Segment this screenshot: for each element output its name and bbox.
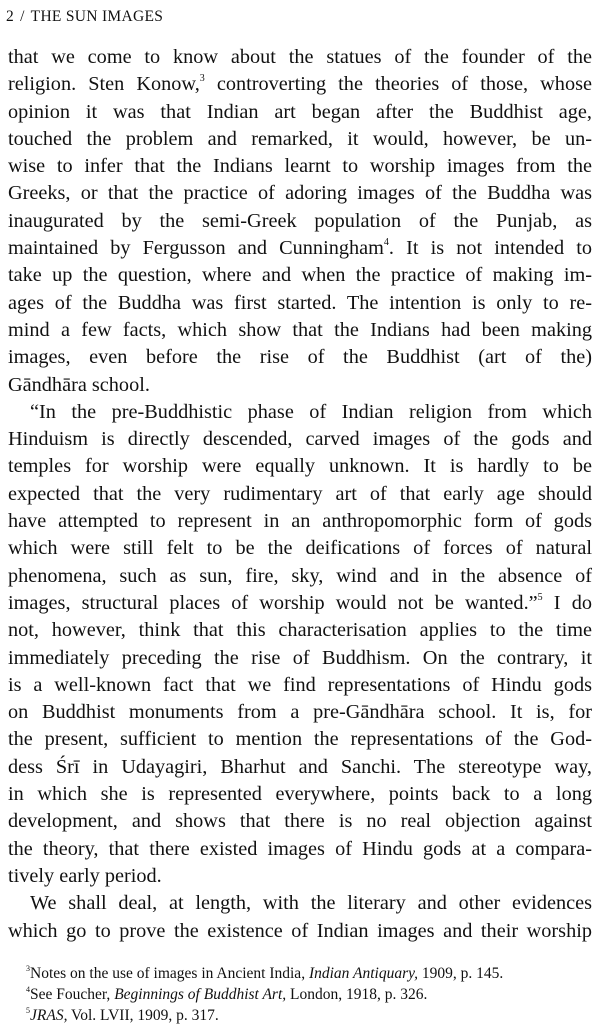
text-line: which go to prove the existence of Indian images and their worship [8,919,592,942]
citation-title: JRAS, [30,1007,68,1024]
text-line: immediately preceding the rise of Buddhism. On the contrary, it [8,646,592,669]
running-title: THE SUN IMAGES [30,8,164,25]
text-line: expected that the very rudimentary art of that early age should [8,482,592,505]
footnote: $^4$See Foucher, Beginnings of Buddhist Art, London, 1918, p. 326. [26,985,428,1003]
text-line: development, and shows that there is no real objection against [8,810,592,833]
text-line: the theory, that there existed images of Hindu gods at a compara- [8,837,592,860]
text-line: Gāndhāra school. [8,373,150,396]
text-line: We shall deal, at length, with the literary and other evidences [30,892,592,915]
text-line: temples for worship were equally unknown. It is hardly to be [8,455,592,478]
citation-title: Indian Antiquary, [308,965,419,982]
text-line: images, structural places of worship would not be wanted.”$^5$ I do [8,591,592,614]
footnote-ref-3: 3 [199,73,205,85]
text-line: not, however, think that this characterisation applies to the time [8,619,592,642]
paragraph [8,890,592,945]
paragraph [8,44,592,399]
text-line: is a well-known fact that we find representations of Hindu gods [8,673,592,696]
text-line: maintained by Fergusson and Cunningham$^4$. It is not intended to [8,237,592,260]
text-line: mind a few facts, which show that the Indians had been making [8,318,592,341]
running-head [6,8,163,26]
text-line: opinion it was that Indian art began after the Buddhist age, [8,100,592,123]
text-line: tively early period. [8,864,162,887]
text-line: images, even before the rise of the Buddhist (art of the) [8,346,592,369]
text-line: ages of the Buddha was first started. The intention is only to re- [8,291,592,314]
text-line: Greeks, or that the practice of adoring images of the Buddha was [8,182,592,205]
footnote-ref-4: 4 [383,237,389,249]
citation-title: Beginnings of Buddhist Art, [114,986,287,1003]
footnote: $^3$Notes on the use of images in Ancient India, Indian Antiquary, 1909, p. 145. [26,964,504,982]
text-line: the present, sufficient to mention the representations of the God- [8,728,592,751]
text-line: “In the pre-Buddhistic phase of Indian religion from which [30,400,592,423]
text-line: which were still felt to be the deifications of forces of natural [8,537,592,560]
footnotes [8,963,592,1026]
text-line: religion. Sten Konow,$^3$ controverting the theories of those, whose [8,73,592,96]
text-line: touched the problem and remarked, it would, however, be un- [8,127,592,150]
page-number: 2 [6,8,15,25]
footnote: $^5$JRAS, Vol. LVII, 1909, p. 317. [26,1006,219,1024]
footnote-ref-5: 5 [537,591,543,603]
text-line: in which she is represented everywhere, points back to a long [8,783,592,806]
footnote-marker: 4 [26,985,30,994]
text-line: inaugurated by the semi-Greek population of the Punjab, as [8,209,592,232]
text-line: wise to infer that the Indians learnt to worship images from the [8,155,592,178]
footnote-marker: 3 [26,964,30,973]
text-line: take up the question, where and when the practice of making im- [8,264,592,287]
text-line: on Buddhist monuments from a pre-Gāndhāra school. It is, for [8,701,592,724]
text-line: dess Śrī in Udayagiri, Bharhut and Sanchi. The stereotype way, [8,755,592,778]
header-separator: / [20,8,25,25]
text-line: Hinduism is directly descended, carved images of the gods and [8,428,592,451]
paragraph [8,399,592,890]
text-line: phenomena, such as sun, fire, sky, wind and in the absence of [8,564,592,587]
body-text [8,44,592,945]
text-line: have attempted to represent in an anthropomorphic form of gods [8,510,592,533]
text-line: that we come to know about the statues of the founder of the [8,46,592,68]
footnote-marker: 5 [26,1006,30,1015]
